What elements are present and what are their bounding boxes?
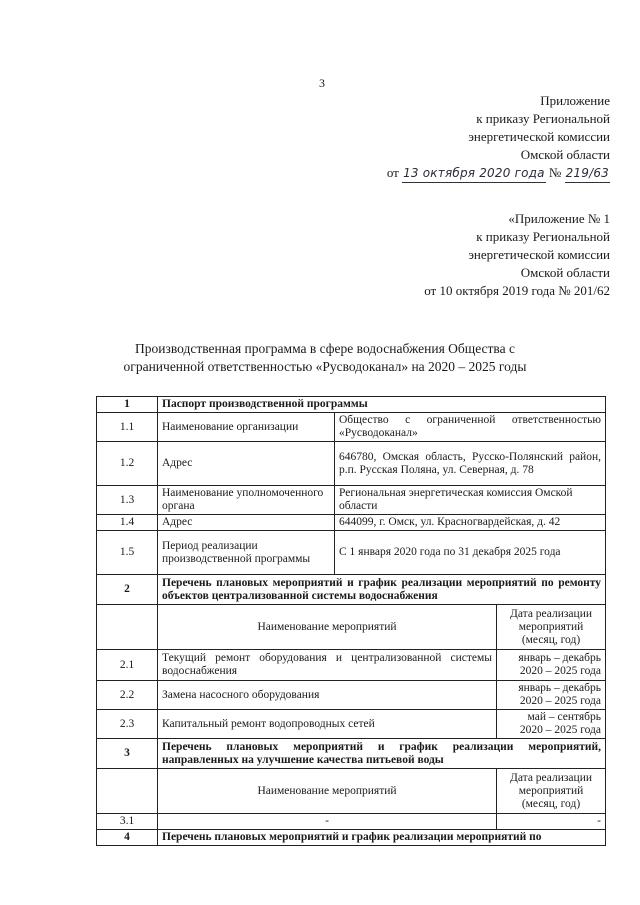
activity-pair (158, 814, 606, 830)
activity-name: Текущий ремонт оборудования и централизованной системы водоснабжения (158, 650, 497, 680)
row-number: 2.1 (97, 650, 158, 681)
column-header-date: Дата реализации мероприятий (месяц, год) (510, 771, 592, 810)
table-row (97, 486, 606, 515)
appendix1-header (424, 210, 610, 300)
section-number: 3 (97, 739, 158, 769)
section-number: 4 (97, 830, 158, 846)
appendix-line: энергетической комиссии (468, 129, 610, 144)
activity-date-months: май – сентябрь (527, 711, 601, 723)
section-heading: Перечень плановых мероприятий и график реализации мероприятий по (158, 830, 606, 846)
row-number: 2.2 (97, 681, 158, 710)
activity-pair (158, 650, 606, 681)
appendix-line: Омской области (520, 147, 610, 162)
empty-cell (97, 605, 158, 650)
passport-table (96, 396, 606, 846)
table-row (97, 413, 606, 442)
activity-pair (158, 681, 606, 710)
activity-date-months: январь – декабрь (518, 652, 601, 664)
appendix1-line: Омской области (520, 265, 610, 280)
section-number: 2 (97, 575, 158, 605)
column-header-name-text: Наименование мероприятий (158, 769, 497, 813)
activity-pair (158, 710, 606, 739)
row-number: 2.3 (97, 710, 158, 739)
table-row (97, 515, 606, 531)
section-heading: Перечень плановых мероприятий и график реализации мероприятий по ремонту объектов централизованной системы водоснабжения (158, 575, 606, 605)
column-header-date: Дата реализации мероприятий (месяц, год) (510, 607, 592, 646)
table-row (97, 769, 606, 814)
appendix1-line: к приказу Региональной (476, 229, 610, 244)
activity-date (497, 681, 606, 709)
table-row (97, 397, 606, 413)
row-label: Наименование уполномоченного органа (158, 486, 335, 515)
row-value: Общество с ограниченной ответственностью «Русводоканал» (335, 413, 606, 442)
appendix1-line: «Приложение № 1 (508, 211, 610, 226)
table-row (97, 442, 606, 486)
row-number: 1.5 (97, 531, 158, 575)
activity-name: Замена насосного оборудования (158, 681, 497, 709)
activity-name: - (158, 814, 497, 829)
program-title (60, 340, 590, 376)
empty-cell (97, 769, 158, 814)
activity-name: Капитальный ремонт водопроводных сетей (158, 710, 497, 738)
column-header-name-text: Наименование мероприятий (158, 605, 497, 649)
appendix1-line: от 10 октября 2019 года № 201/62 (424, 283, 610, 298)
table-row (97, 531, 606, 575)
page-number: 3 (319, 76, 325, 90)
handwritten-number: 219/63 (565, 164, 610, 183)
row-value: Региональная энергетическая комиссия Омской области (335, 486, 606, 515)
section-number: 1 (97, 397, 158, 413)
row-number: 1.2 (97, 442, 158, 486)
activity-date (497, 710, 606, 738)
row-value: 644099, г. Омск, ул. Красногвардейская, д. 42 (335, 515, 606, 531)
from-prefix: от (386, 165, 399, 180)
appendix-date-line (387, 164, 610, 183)
table-row (97, 710, 606, 739)
table-row (97, 575, 606, 605)
row-value: С 1 января 2020 года по 31 декабря 2025 года (335, 531, 606, 575)
table-row (97, 739, 606, 769)
appendix-line: к приказу Региональной (476, 111, 610, 126)
number-sign: № (548, 165, 562, 180)
activity-date-years: 2020 – 2025 года (519, 665, 601, 677)
row-label: Период реализации производственной программы (158, 531, 335, 575)
column-header-pair (158, 605, 606, 650)
column-header-pair (158, 769, 606, 814)
row-label: Адрес (158, 442, 335, 486)
section-heading: Перечень плановых мероприятий и график реализации мероприятий, направленных на улучшение качества питьевой воды (158, 739, 606, 769)
row-number: 1.3 (97, 486, 158, 515)
title-line: Производственная программа в сфере водоснабжения Общества с (135, 341, 515, 356)
activity-date-years: 2020 – 2025 года (519, 724, 601, 736)
section-heading: Паспорт производственной программы (158, 397, 606, 413)
table-row (97, 681, 606, 710)
table-row (97, 605, 606, 650)
title-line: ограниченной ответственностью «Русводоканал» на 2020 – 2025 годы (123, 359, 527, 374)
activity-date-years: 2020 – 2025 года (519, 695, 601, 707)
table-row (97, 814, 606, 830)
row-label: Адрес (158, 515, 335, 531)
appendix-line: Приложение (540, 93, 610, 108)
activity-date (497, 650, 606, 680)
activity-date-months: январь – декабрь (518, 682, 601, 694)
row-number: 1.4 (97, 515, 158, 531)
row-value: 646780, Омская область, Русско-Полянский район, р.п. Русская Поляна, ул. Северная, д. 78 (335, 442, 606, 486)
activity-date: - (597, 815, 601, 827)
appendix-header (387, 92, 610, 183)
table-row (97, 830, 606, 846)
table-row (97, 650, 606, 681)
row-number: 1.1 (97, 413, 158, 442)
handwritten-date: 13 октября 2020 года (402, 164, 546, 183)
row-number: 3.1 (97, 814, 158, 830)
appendix1-line: энергетической комиссии (468, 247, 610, 262)
row-label: Наименование организации (158, 413, 335, 442)
